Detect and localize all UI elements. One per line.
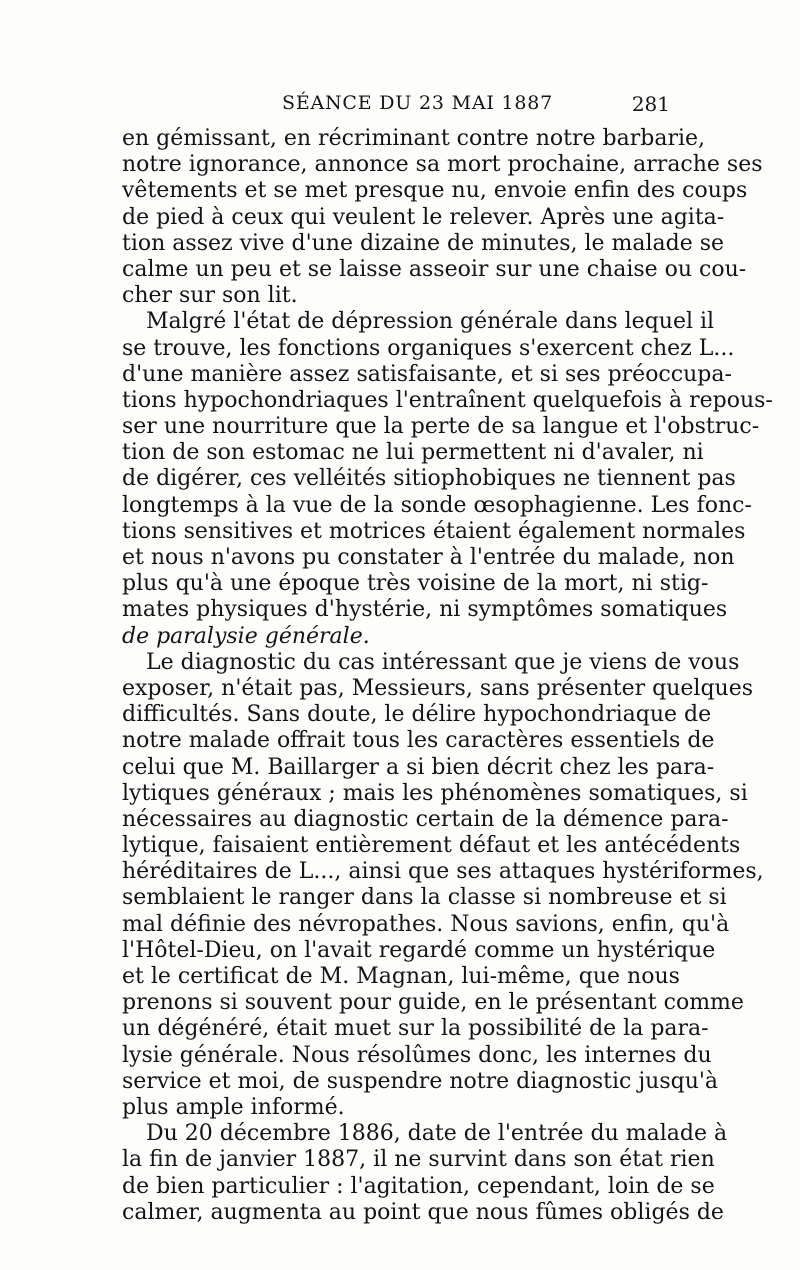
text-line: ser une nourriture que la perte de sa langue et l'obstruc-	[122, 414, 760, 440]
text-line: lytiques généraux ; mais les phénomènes somatiques, si	[122, 780, 748, 806]
text-line: vêtements et se met presque nu, envoie enfin des coups	[122, 178, 748, 204]
text-line: l'Hôtel-Dieu, on l'avait regardé comme un hystérique	[122, 937, 716, 963]
running-header-title: SÉANCE DU 23 MAI 1887	[282, 92, 554, 114]
running-header	[122, 92, 678, 118]
paragraph-start-line: Malgré l'état de dépression générale dans lequel il	[146, 309, 715, 335]
text-line: de bien particulier : l'agitation, cependant, loin de se	[122, 1173, 715, 1199]
text-line: calme un peu et se laisse asseoir sur une chaise ou cou-	[122, 256, 747, 282]
text-line: exposer, n'était pas, Messieurs, sans présenter quelques	[122, 675, 754, 701]
text-line: notre malade offrait tous les caractères essentiels de	[122, 728, 715, 754]
text-line: un dégénéré, était muet sur la possibilité de la para-	[122, 1016, 709, 1042]
text-line: et le certificat de M. Magnan, lui-même, que nous	[122, 964, 680, 989]
text-line: nécessaires au diagnostic certain de la démence para-	[122, 806, 729, 832]
text-line: de pied à ceux qui veulent le relever. Après une agita-	[122, 204, 725, 230]
text-line: mates physiques d'hystérie, ni symptômes somatiques	[122, 597, 728, 623]
body-text	[122, 126, 773, 1226]
text-line: tion de son estomac ne lui permettent ni d'avaler, ni	[122, 440, 704, 466]
text-line: semblaient le ranger dans la classe si nombreuse et si	[122, 885, 727, 911]
text-line: lysie générale. Nous résolûmes donc, les internes du	[122, 1042, 712, 1068]
text-line: tions sensitives et motrices étaient également normales	[122, 518, 746, 544]
text-line: se trouve, les fonctions organiques s'exercent chez L...	[122, 335, 735, 361]
text-line: longtemps à la vue de la sonde œsophagienne. Les fonc-	[122, 492, 752, 518]
text-line: celui que M. Baillarger a si bien décrit chez les para-	[122, 754, 715, 780]
text-line: mal définie des névropathes. Nous savions, enfin, qu'à	[122, 911, 730, 937]
text-line: cher sur son lit.	[122, 283, 298, 309]
text-line: héréditaires de L..., ainsi que ses attaques hystériformes,	[122, 859, 764, 885]
text-line: d'une manière assez satisfaisante, et si ses préoccupa-	[122, 361, 732, 387]
text-line: notre ignorance, annonce sa mort prochaine, arrache ses	[122, 152, 763, 178]
page-number: 281	[631, 92, 670, 116]
text-line: de paralysie générale.	[122, 623, 370, 649]
text-line: tions hypochondriaques l'entraînent quelquefois à repous-	[122, 387, 773, 413]
text-line: plus ample informé.	[122, 1094, 345, 1120]
text-line: prenons si souvent pour guide, en le présentant comme	[122, 990, 744, 1016]
text-line: difficultés. Sans doute, le délire hypochondriaque de	[122, 702, 712, 728]
text-line: tion assez vive d'une dizaine de minutes, le malade se	[122, 230, 725, 256]
text-line: service et moi, de suspendre notre diagnostic jusqu'à	[122, 1068, 719, 1094]
text-line: et nous n'avons pu constater à l'entrée du malade, non	[122, 545, 735, 570]
text-line: lytique, faisaient entièrement défaut et les antécédents	[122, 833, 741, 859]
paragraph-start-line: Le diagnostic du cas intéressant que je viens de vous	[146, 649, 740, 675]
text-line: en gémissant, en récriminant contre notre barbarie,	[122, 126, 706, 151]
text-line: de digérer, ces velléités sitiophobiques ne tiennent pas	[122, 466, 736, 492]
paragraph-start-line: Du 20 décembre 1886, date de l'entrée du malade à	[146, 1121, 728, 1147]
text-line: calmer, augmenta au point que nous fûmes obligés de	[122, 1199, 724, 1225]
text-line: plus qu'à une époque très voisine de la mort, ni stig-	[122, 571, 709, 597]
text-line: la fin de janvier 1887, il ne survint dans son état rien	[122, 1147, 715, 1173]
